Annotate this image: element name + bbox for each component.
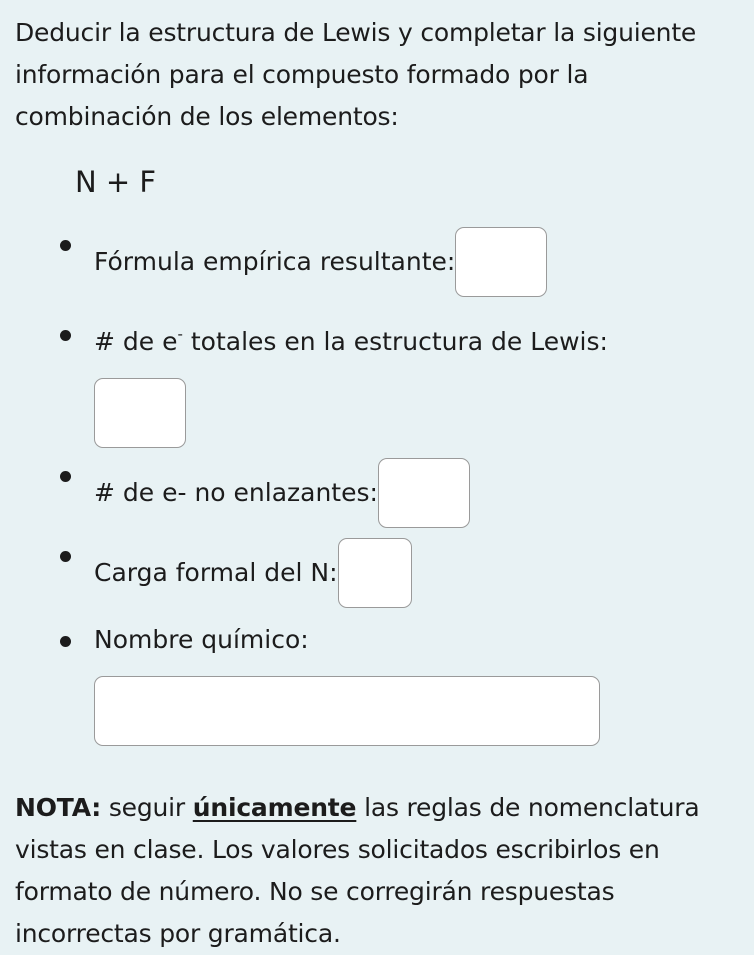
nonbonding-electrons-input[interactable] [378,458,470,528]
formal-charge-input[interactable] [338,538,412,608]
chemical-name-label: Nombre químico: [94,625,309,654]
list-item-empirical-formula [15,227,738,297]
list-item-formal-charge [15,538,738,608]
formal-charge-label: Carga formal del N: [94,558,338,587]
chemical-name-input[interactable] [94,676,600,746]
note-emphasis: únicamente [192,793,357,822]
answer-list [15,227,738,746]
nonbonding-electrons-label: # de e- no enlazantes: [94,478,378,507]
note-text: NOTA: seguir únicamente las reglas de nomenclatura vistas en clase. Los valores solicitados escribirlos en formato de número. No se corregirán respuestas incorrectas por gramática. [15,793,700,948]
total-electrons-input[interactable] [94,378,186,448]
empirical-formula-label: Fórmula empírica resultante: [94,247,456,276]
total-electrons-label: # de e- totales en la estructura de Lewis: [94,325,608,356]
note-prefix: NOTA: [15,793,102,822]
list-item-chemical-name [15,623,738,746]
element-combination: N + F [75,165,157,199]
question-intro: Deducir la estructura de Lewis y completar la siguiente información para el compuesto formado por la combinación de los elementos: [15,18,697,131]
list-item-nonbonding-electrons [15,458,738,528]
list-item-total-electrons [15,317,738,448]
empirical-formula-input[interactable] [455,227,547,297]
